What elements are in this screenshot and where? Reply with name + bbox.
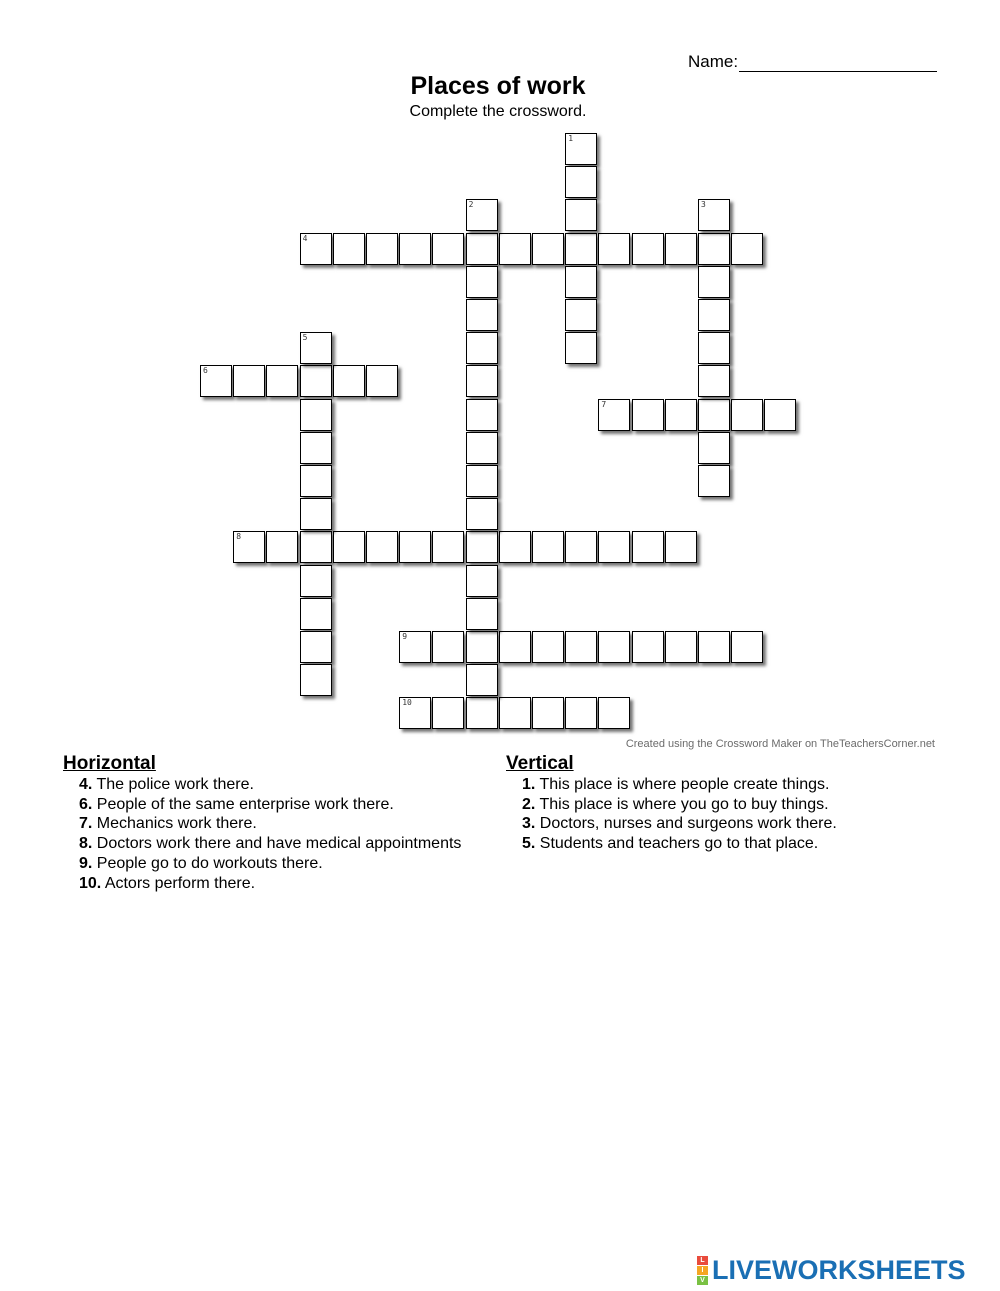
crossword-cell[interactable] (499, 631, 531, 663)
logo-block: V (697, 1276, 708, 1285)
crossword-cell[interactable] (432, 233, 464, 265)
crossword-cell[interactable] (532, 233, 564, 265)
crossword-cell[interactable] (698, 299, 730, 331)
crossword-cell[interactable] (466, 199, 498, 231)
crossword-cell[interactable] (532, 531, 564, 563)
crossword-cell[interactable] (698, 266, 730, 298)
crossword-cell[interactable] (233, 531, 265, 563)
clue-item-number: 8. (79, 835, 93, 853)
crossword-cell[interactable] (300, 498, 332, 530)
crossword-cell[interactable] (598, 697, 630, 729)
crossword-cell[interactable] (466, 299, 498, 331)
clue-item-number: 3. (522, 815, 536, 833)
clue-item (522, 814, 837, 834)
crossword-cell[interactable] (665, 531, 697, 563)
crossword-cell[interactable] (466, 531, 498, 563)
crossword-cell[interactable] (466, 697, 498, 729)
clue-item (79, 834, 461, 854)
crossword-cell[interactable] (565, 199, 597, 231)
clue-item-text: Actors perform there. (101, 874, 256, 892)
crossword-cell[interactable] (300, 664, 332, 696)
crossword-cell[interactable] (764, 399, 796, 431)
crossword-cell[interactable] (300, 233, 332, 265)
crossword-cell[interactable] (698, 199, 730, 231)
crossword-cell[interactable] (466, 631, 498, 663)
crossword-cell[interactable] (698, 465, 730, 497)
crossword-cell[interactable] (333, 233, 365, 265)
clue-item (79, 854, 461, 874)
crossword-cell[interactable] (466, 266, 498, 298)
crossword-cell[interactable] (200, 365, 232, 397)
horizontal-clue-list (63, 775, 461, 893)
crossword-cell[interactable] (665, 631, 697, 663)
clue-item-number: 1. (522, 776, 536, 793)
crossword-cell[interactable] (300, 465, 332, 497)
clue-number: 2 (468, 200, 474, 210)
clue-item (522, 834, 837, 854)
clue-item-number: 7. (79, 815, 93, 833)
crossword-cell[interactable] (632, 399, 664, 431)
crossword-cell[interactable] (565, 166, 597, 198)
logo-block: I (697, 1266, 708, 1275)
crossword-cell[interactable] (598, 399, 630, 431)
crossword-cell[interactable] (466, 565, 498, 597)
clue-item-text: People go to do workouts there. (92, 854, 323, 872)
crossword-cell[interactable] (432, 531, 464, 563)
crossword-cell[interactable] (399, 697, 431, 729)
clue-item (79, 795, 461, 815)
logo-text: LIVEWORKSHEETS (712, 1255, 966, 1285)
crossword-cell[interactable] (466, 498, 498, 530)
crossword-cell[interactable] (399, 631, 431, 663)
crossword-cell[interactable] (466, 598, 498, 630)
crossword-cell[interactable] (300, 631, 332, 663)
clue-number: 10 (402, 698, 412, 708)
crossword-cell[interactable] (698, 332, 730, 364)
crossword-cell[interactable] (731, 233, 763, 265)
crossword-cell[interactable] (565, 266, 597, 298)
crossword-cell[interactable] (466, 432, 498, 464)
crossword-cell[interactable] (598, 531, 630, 563)
clue-number: 3 (701, 200, 706, 210)
page-subtitle: Complete the crossword. (409, 103, 587, 120)
logo-icon (697, 1256, 708, 1285)
crossword-cell[interactable] (300, 432, 332, 464)
crossword-cell[interactable] (532, 697, 564, 729)
clue-item-text: People of the same enterprise work there. (92, 795, 394, 813)
horizontal-heading: Horizontal (63, 753, 156, 774)
clue-item-number: 4. (79, 776, 93, 793)
crossword-cell[interactable] (333, 365, 365, 397)
clue-number: 8 (236, 532, 242, 542)
crossword-cell[interactable] (698, 432, 730, 464)
crossword-cell[interactable] (698, 631, 730, 663)
crossword-cell[interactable] (565, 697, 597, 729)
crossword-cell[interactable] (466, 664, 498, 696)
crossword-cell[interactable] (565, 631, 597, 663)
crossword-cell[interactable] (598, 233, 630, 265)
clue-item-number: 6. (79, 795, 93, 813)
crossword-cell[interactable] (565, 531, 597, 563)
crossword-cell[interactable] (499, 233, 531, 265)
crossword-cell[interactable] (731, 631, 763, 663)
crossword-cell[interactable] (300, 531, 332, 563)
clue-item (522, 795, 837, 815)
crossword-cell[interactable] (233, 365, 265, 397)
crossword-cell[interactable] (698, 233, 730, 265)
crossword-cell[interactable] (598, 631, 630, 663)
clue-item-text: Mechanics work there. (92, 815, 257, 833)
crossword-cell[interactable] (565, 133, 597, 165)
vertical-clue-list (506, 775, 837, 854)
crossword-cell[interactable] (399, 531, 431, 563)
clue-item-number: 9. (79, 854, 93, 872)
crossword-cell[interactable] (499, 697, 531, 729)
clue-number: 7 (601, 399, 607, 409)
clue-number: 1 (568, 134, 574, 143)
clue-item-text: This place is where you go to buy things. (535, 795, 829, 813)
vertical-heading: Vertical (506, 753, 574, 774)
crossword-cell[interactable] (300, 399, 332, 431)
clue-item (522, 775, 837, 795)
clue-item-text: Doctors, nurses and surgeons work there. (535, 815, 837, 833)
clue-item-number: 2. (522, 795, 536, 813)
crossword-cell[interactable] (466, 233, 498, 265)
clue-item (79, 874, 461, 894)
crossword-cell[interactable] (300, 565, 332, 597)
crossword-cell[interactable] (665, 399, 697, 431)
crossword-cell[interactable] (366, 233, 398, 265)
crossword-cell[interactable] (466, 399, 498, 431)
crossword-cell[interactable] (300, 365, 332, 397)
crossword-cell[interactable] (466, 365, 498, 397)
crossword-cell[interactable] (266, 365, 298, 397)
crossword-cell[interactable] (731, 399, 763, 431)
crossword-cell[interactable] (466, 465, 498, 497)
crossword-cell[interactable] (333, 531, 365, 563)
crossword-cell[interactable] (399, 233, 431, 265)
clue-number: 9 (402, 632, 408, 641)
crossword-cell[interactable] (565, 332, 597, 364)
credit-text: Created using the Crossword Maker on TheTeachersCorner.net (625, 738, 935, 750)
horizontal-clues (63, 753, 461, 893)
name-label: Name: (688, 52, 739, 71)
crossword-cell[interactable] (366, 365, 398, 397)
crossword-cell[interactable] (466, 332, 498, 364)
clue-item-text: Doctors work there and have medical appointments (92, 835, 462, 853)
clue-number: 5 (302, 333, 308, 343)
clue-item-number: 10. (79, 874, 102, 892)
crossword-cell[interactable] (300, 332, 332, 364)
clue-item (79, 814, 461, 834)
clue-number: 4 (302, 233, 308, 243)
liveworksheets-logo (697, 1255, 966, 1286)
crossword-cell[interactable] (565, 233, 597, 265)
crossword-cell[interactable] (632, 631, 664, 663)
crossword-cell[interactable] (632, 531, 664, 563)
clue-item (79, 775, 461, 795)
clue-item-text: The police work there. (92, 776, 254, 793)
crossword-cell[interactable] (499, 531, 531, 563)
clue-item-number: 5. (522, 835, 536, 853)
clue-item-text: Students and teachers go to that place. (535, 835, 819, 853)
clue-item-text: This place is where people create things. (535, 776, 830, 793)
crossword-cell[interactable] (565, 299, 597, 331)
page-title: Places of work (410, 72, 586, 100)
crossword-cell[interactable] (665, 233, 697, 265)
crossword-cell[interactable] (698, 399, 730, 431)
clue-number: 6 (203, 366, 208, 376)
crossword-cell[interactable] (432, 697, 464, 729)
crossword-cell[interactable] (266, 531, 298, 563)
crossword-cell[interactable] (432, 631, 464, 663)
crossword-cell[interactable] (366, 531, 398, 563)
vertical-clues (506, 753, 837, 854)
crossword-cell[interactable] (300, 598, 332, 630)
crossword-cell[interactable] (632, 233, 664, 265)
crossword-cell[interactable] (532, 631, 564, 663)
logo-block: L (697, 1256, 708, 1265)
crossword-cell[interactable] (698, 365, 730, 397)
